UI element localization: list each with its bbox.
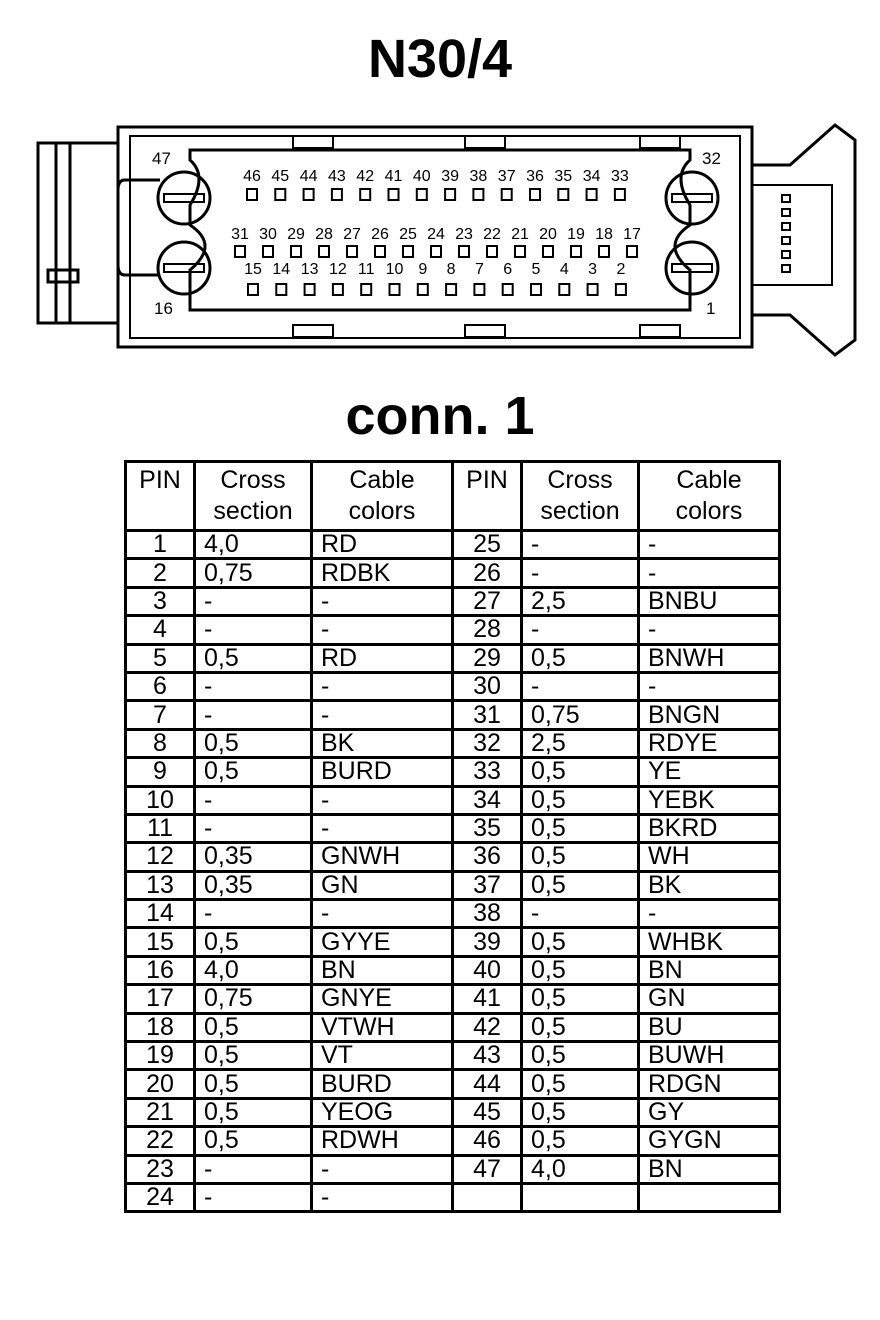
cable-color: GY: [639, 1098, 780, 1126]
pin-number: 31: [453, 701, 522, 729]
pin-label: 3: [588, 261, 598, 278]
left-latch: [38, 143, 118, 323]
pin-label: 36: [526, 168, 544, 185]
pin-socket: [543, 246, 553, 257]
cross-section: [522, 1183, 639, 1211]
pin-label: 19: [567, 226, 585, 243]
cable-color: -: [312, 1183, 453, 1211]
cross-section: -: [195, 616, 312, 644]
pin-number: 41: [453, 985, 522, 1013]
cross-section: 0,5: [522, 758, 639, 786]
corner-label-47: 47: [152, 149, 171, 168]
cross-section: 4,0: [195, 956, 312, 984]
cable-color: GN: [312, 871, 453, 899]
pin-socket: [474, 284, 484, 295]
table-row: [126, 985, 780, 1013]
pin-socket: [559, 284, 569, 295]
cross-section: 0,5: [522, 1098, 639, 1126]
cable-color: GN: [639, 985, 780, 1013]
pin-socket: [390, 284, 400, 295]
pin-label: 27: [343, 226, 361, 243]
pin-label: 41: [384, 168, 403, 185]
cable-color: -: [312, 900, 453, 928]
cable-color: RDGN: [639, 1070, 780, 1098]
pin-socket: [263, 246, 273, 257]
cable-color: -: [312, 672, 453, 700]
pin-number: 7: [126, 701, 195, 729]
pin-number: 12: [126, 843, 195, 871]
cable-color: RDYE: [639, 729, 780, 757]
cross-section: 0,75: [195, 985, 312, 1013]
table-row: [126, 758, 780, 786]
pin-number: 15: [126, 928, 195, 956]
pin-number: 29: [453, 644, 522, 672]
pin-number: 9: [126, 758, 195, 786]
corner-label-32: 32: [702, 149, 721, 168]
pin-number: 6: [126, 672, 195, 700]
pin-label: 30: [259, 226, 277, 243]
pin-socket: [235, 246, 245, 257]
pin-label: 33: [611, 168, 629, 185]
cross-section: -: [522, 559, 639, 587]
pin-socket: [319, 246, 329, 257]
pin-number: 33: [453, 758, 522, 786]
pin-socket: [276, 284, 286, 295]
corner-label-16: 16: [154, 299, 173, 318]
cross-section: 0,35: [195, 843, 312, 871]
cross-section: 0,5: [195, 928, 312, 956]
cross-section: -: [195, 814, 312, 842]
pin-number: 16: [126, 956, 195, 984]
cable-color: WH: [639, 843, 780, 871]
pin-number: 10: [126, 786, 195, 814]
cross-section: -: [195, 900, 312, 928]
pin-socket: [588, 284, 598, 295]
pin-number: 34: [453, 786, 522, 814]
header-cross-section: Cross section: [195, 462, 312, 531]
pin-number: 44: [453, 1070, 522, 1098]
pin-label: 42: [356, 168, 375, 185]
pin-label: 37: [497, 168, 516, 185]
pin-number: [453, 1183, 522, 1211]
pin-socket: [375, 246, 385, 257]
table-row: [126, 1042, 780, 1070]
cable-color: -: [639, 559, 780, 587]
pin-label: 14: [272, 261, 291, 278]
pin-number: 26: [453, 559, 522, 587]
pin-label: 9: [418, 261, 428, 278]
pin-number: 35: [453, 814, 522, 842]
cross-section: 4,0: [195, 531, 312, 559]
table-row: [126, 956, 780, 984]
pin-label: 34: [582, 168, 601, 185]
pin-label: 28: [315, 226, 333, 243]
pin-socket: [417, 189, 427, 200]
pin-socket: [361, 284, 371, 295]
pin-number: 27: [453, 587, 522, 615]
cable-color: -: [312, 786, 453, 814]
cross-section: -: [522, 616, 639, 644]
pin-label: 24: [427, 226, 445, 243]
table-row: [126, 1183, 780, 1211]
pin-label: 12: [329, 261, 347, 278]
cable-color: BURD: [312, 1070, 453, 1098]
pin-socket: [332, 189, 342, 200]
cable-color: -: [312, 814, 453, 842]
pin-label: 17: [623, 226, 641, 243]
pin-number: 46: [453, 1127, 522, 1155]
pin-socket: [587, 189, 597, 200]
table-row: [126, 531, 780, 559]
cable-color: YE: [639, 758, 780, 786]
cross-section: 0,5: [195, 1042, 312, 1070]
cross-section: 0,5: [195, 644, 312, 672]
cable-color: RD: [312, 531, 453, 559]
cable-color: -: [312, 587, 453, 615]
left-hump: [118, 180, 160, 275]
pin-number: 3: [126, 587, 195, 615]
cable-color: BU: [639, 1013, 780, 1041]
cross-section: 0,5: [522, 786, 639, 814]
pin-number: 20: [126, 1070, 195, 1098]
pin-number: 45: [453, 1098, 522, 1126]
pin-socket: [502, 189, 512, 200]
header-cable-colors-2: Cable colors: [639, 462, 780, 531]
pin-socket: [558, 189, 568, 200]
pin-label: 7: [474, 261, 484, 278]
pin-number: 18: [126, 1013, 195, 1041]
cable-color: RDWH: [312, 1127, 453, 1155]
pin-number: 23: [126, 1155, 195, 1183]
pin-label: 35: [554, 168, 573, 185]
table-header-row: [126, 462, 780, 531]
cross-section: 0,5: [195, 729, 312, 757]
screw-top-right: [666, 172, 718, 224]
pin-socket: [616, 284, 626, 295]
pin-label: 4: [559, 261, 569, 278]
pin-socket: [446, 284, 456, 295]
table-row: [126, 871, 780, 899]
pin-socket: [418, 284, 428, 295]
pin-socket: [599, 246, 609, 257]
wing-slot: [782, 209, 790, 216]
pin-label: 26: [371, 226, 389, 243]
pin-number: 43: [453, 1042, 522, 1070]
cross-section: 0,5: [195, 758, 312, 786]
pin-number: 13: [126, 871, 195, 899]
cable-color: -: [312, 1155, 453, 1183]
table-row: [126, 1070, 780, 1098]
pin-label: 5: [531, 261, 541, 278]
pin-label: 31: [231, 226, 249, 243]
pin-label: 45: [271, 168, 290, 185]
cross-section: -: [195, 1155, 312, 1183]
pin-number: 40: [453, 956, 522, 984]
pin-label: 8: [446, 261, 456, 278]
cable-color: -: [312, 616, 453, 644]
pin-number: 4: [126, 616, 195, 644]
cable-color: BK: [639, 871, 780, 899]
pin-socket: [247, 189, 257, 200]
cross-section: 0,5: [522, 985, 639, 1013]
cross-section: 0,75: [522, 701, 639, 729]
table-row: [126, 928, 780, 956]
table-row: [126, 1013, 780, 1041]
pin-number: 38: [453, 900, 522, 928]
corner-label-1: 1: [706, 299, 716, 318]
pin-label: 44: [299, 168, 318, 185]
pin-socket: [530, 189, 540, 200]
cross-section: -: [195, 701, 312, 729]
pin-label: 21: [511, 226, 529, 243]
pin-number: 17: [126, 985, 195, 1013]
cross-section: 0,5: [522, 843, 639, 871]
pin-socket: [503, 284, 513, 295]
pin-number: 11: [126, 814, 195, 842]
cross-section: -: [522, 672, 639, 700]
pin-socket: [275, 189, 285, 200]
header-cable-colors: Cable colors: [312, 462, 453, 531]
pin-number: 21: [126, 1098, 195, 1126]
screw-top-left: [158, 172, 210, 224]
cable-color: BNGN: [639, 701, 780, 729]
cross-section: -: [195, 587, 312, 615]
table-row: [126, 1155, 780, 1183]
cable-color: GNYE: [312, 985, 453, 1013]
pin-socket: [305, 284, 315, 295]
pin-number: 22: [126, 1127, 195, 1155]
header-pin: PIN: [126, 462, 195, 531]
pin-socket: [333, 284, 343, 295]
cross-section: 0,5: [522, 1042, 639, 1070]
pin-label: 25: [399, 226, 417, 243]
cross-section: 0,5: [195, 1098, 312, 1126]
pin-label: 43: [328, 168, 346, 185]
wing-slot: [782, 237, 790, 244]
table-row: [126, 644, 780, 672]
cross-section: 0,5: [522, 871, 639, 899]
table-row: [126, 786, 780, 814]
pin-socket: [291, 246, 301, 257]
cross-section: 0,35: [195, 871, 312, 899]
right-wing: [752, 125, 855, 355]
cable-color: RDBK: [312, 559, 453, 587]
pin-label: 38: [469, 168, 488, 185]
cable-color: VTWH: [312, 1013, 453, 1041]
pin-table: [124, 460, 781, 1213]
cable-color: -: [639, 900, 780, 928]
pin-number: 24: [126, 1183, 195, 1211]
cable-color: BUWH: [639, 1042, 780, 1070]
table-row: [126, 701, 780, 729]
cross-section: -: [195, 672, 312, 700]
cable-color: WHBK: [639, 928, 780, 956]
pin-number: 32: [453, 729, 522, 757]
cable-color: BN: [312, 956, 453, 984]
table-row: [126, 729, 780, 757]
header-pin-2: PIN: [453, 462, 522, 531]
pin-label: 11: [357, 261, 375, 278]
cable-color: BN: [639, 1155, 780, 1183]
pin-number: 8: [126, 729, 195, 757]
table-row: [126, 1098, 780, 1126]
pin-label: 40: [412, 168, 431, 185]
pin-socket: [487, 246, 497, 257]
cross-section: 0,5: [522, 644, 639, 672]
cable-color: -: [312, 701, 453, 729]
cross-section: 0,5: [522, 928, 639, 956]
cable-color: BN: [639, 956, 780, 984]
connector-drawing: [0, 0, 880, 370]
table-row: [126, 1127, 780, 1155]
cable-color: BNWH: [639, 644, 780, 672]
cross-section: -: [195, 786, 312, 814]
pin-label: 15: [244, 261, 262, 278]
cable-color: YEOG: [312, 1098, 453, 1126]
pin-socket: [627, 246, 637, 257]
pin-label: 6: [503, 261, 513, 278]
pin-number: 47: [453, 1155, 522, 1183]
pin-number: 39: [453, 928, 522, 956]
cross-section: 2,5: [522, 729, 639, 757]
cross-section: 0,5: [195, 1070, 312, 1098]
cable-color: GYYE: [312, 928, 453, 956]
connector-subtitle: conn. 1: [345, 386, 535, 446]
pin-number: 30: [453, 672, 522, 700]
wing-slot: [782, 195, 790, 202]
cable-color: -: [639, 616, 780, 644]
cross-section: 0,5: [522, 1013, 639, 1041]
pin-socket: [403, 246, 413, 257]
table-row: [126, 559, 780, 587]
pin-label: 22: [483, 226, 501, 243]
cross-section: 4,0: [522, 1155, 639, 1183]
table-row: [126, 900, 780, 928]
cross-section: -: [195, 1183, 312, 1211]
pin-socket: [473, 189, 483, 200]
cross-section: 0,5: [522, 1127, 639, 1155]
pin-label: 13: [300, 261, 319, 278]
pin-label: 23: [455, 226, 473, 243]
pin-label: 46: [243, 168, 261, 185]
wing-slot: [782, 265, 790, 272]
table-row: [126, 616, 780, 644]
pin-socket: [531, 284, 541, 295]
wing-slot: [782, 251, 790, 258]
pin-socket: [459, 246, 469, 257]
pin-number: 14: [126, 900, 195, 928]
pin-label: 2: [616, 261, 626, 278]
cross-section: -: [522, 531, 639, 559]
pin-label: 18: [595, 226, 613, 243]
cable-color: VT: [312, 1042, 453, 1070]
table-row: [126, 843, 780, 871]
pin-number: 42: [453, 1013, 522, 1041]
diagram-title: N30/4: [367, 29, 513, 89]
pin-number: 2: [126, 559, 195, 587]
cable-color: BURD: [312, 758, 453, 786]
cable-color: -: [639, 531, 780, 559]
pin-socket: [431, 246, 441, 257]
screw-bottom-right: [666, 242, 718, 294]
table-row: [126, 672, 780, 700]
pin-number: 19: [126, 1042, 195, 1070]
cable-color: GYGN: [639, 1127, 780, 1155]
header-cross-section-2: Cross section: [522, 462, 639, 531]
cross-section: 0,5: [522, 814, 639, 842]
cable-color: GNWH: [312, 843, 453, 871]
screw-bottom-left: [158, 242, 210, 294]
pin-number: 28: [453, 616, 522, 644]
cross-section: 0,5: [195, 1013, 312, 1041]
cross-section: 0,5: [195, 1127, 312, 1155]
cable-color: [639, 1183, 780, 1211]
pin-socket: [445, 189, 455, 200]
cable-color: BK: [312, 729, 453, 757]
pin-label: 29: [287, 226, 305, 243]
table-row: [126, 587, 780, 615]
cross-section: 0,5: [522, 956, 639, 984]
cross-section: 0,5: [522, 1070, 639, 1098]
pin-socket: [248, 284, 258, 295]
pin-number: 5: [126, 644, 195, 672]
cross-section: 2,5: [522, 587, 639, 615]
cable-color: RD: [312, 644, 453, 672]
pin-socket: [389, 189, 399, 200]
cable-color: YEBK: [639, 786, 780, 814]
pin-label: 39: [441, 168, 459, 185]
pin-socket: [347, 246, 357, 257]
pin-label: 20: [539, 226, 557, 243]
cable-color: -: [639, 672, 780, 700]
pin-socket: [360, 189, 370, 200]
cross-section: 0,75: [195, 559, 312, 587]
cable-color: BKRD: [639, 814, 780, 842]
pin-number: 36: [453, 843, 522, 871]
pin-number: 1: [126, 531, 195, 559]
pin-label: 10: [385, 261, 404, 278]
pin-socket: [304, 189, 314, 200]
wing-slot: [782, 223, 790, 230]
cable-color: BNBU: [639, 587, 780, 615]
table-row: [126, 814, 780, 842]
pin-number: 37: [453, 871, 522, 899]
pin-socket: [615, 189, 625, 200]
cross-section: -: [522, 900, 639, 928]
pin-socket: [515, 246, 525, 257]
pin-socket: [571, 246, 581, 257]
pin-number: 25: [453, 531, 522, 559]
